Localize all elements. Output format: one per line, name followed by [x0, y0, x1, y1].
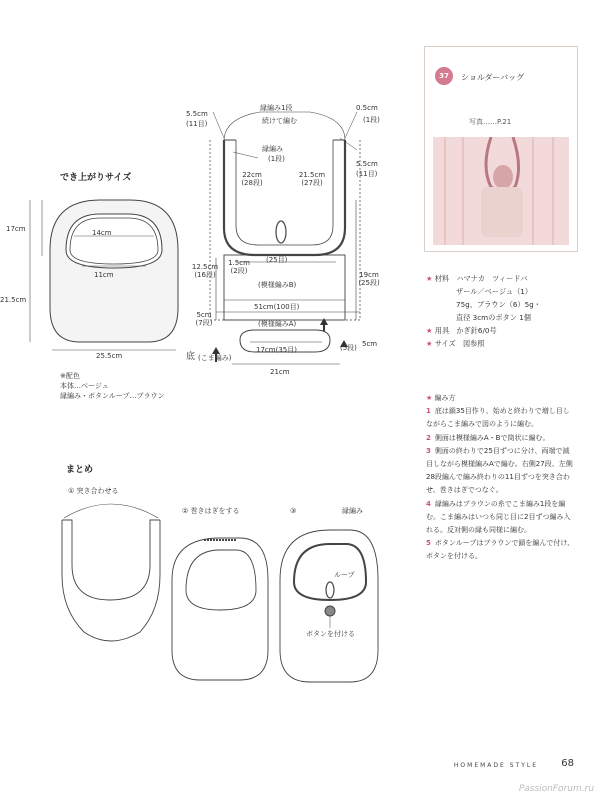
bag-photo [433, 137, 569, 245]
color-note-trim: 縁編み・ボタンループ…ブラウン [60, 392, 165, 400]
chart-right-mid: 5.5cm [356, 160, 378, 168]
assembly-loop: ループ [334, 571, 355, 579]
instruction-step-text: 側面は模様編みA・Bで筒状に編む。 [434, 433, 550, 442]
dim-opening: 11cm [94, 271, 114, 279]
chart-width-51: 51cm(100目) [254, 303, 300, 311]
instruction-step-number: 1 [426, 407, 431, 416]
instruction-step [426, 405, 576, 431]
chart-continue: 続けて編む [262, 117, 297, 125]
dim-handle-width: 14cm [92, 229, 112, 237]
instruction-step-number: 3 [426, 446, 431, 455]
chart-small-left: 1.5cm (2段) [228, 259, 250, 275]
chart-left-side: 12.5cm (16段) [191, 263, 219, 279]
materials-line-1: ★ 材料 ハマナカ ツィードバ [426, 274, 528, 283]
chart-edge-rows: (1段) [268, 155, 285, 163]
chart-right-top: 0.5cm [356, 104, 378, 112]
instructions-list [426, 405, 576, 563]
assembly-step3: ③ [290, 507, 297, 515]
chart-right-bottom-rows: (5段) [340, 344, 357, 352]
project-number-badge: 37 [435, 67, 453, 85]
instructions [426, 392, 576, 564]
chart-left-top: 5.5cm [186, 110, 208, 118]
size-line: ★ サイズ 図参照 [426, 339, 485, 348]
chart-right-bottom: 5cm [362, 340, 378, 348]
chart-right-side: 19cm (25段) [358, 271, 380, 287]
chart-pattern-a: (模様編みA) [258, 320, 297, 328]
instruction-step-number: 4 [426, 499, 431, 508]
assembly-button: ボタンを付ける [306, 630, 355, 638]
chart-right-top-rows: (1段) [363, 116, 380, 124]
finished-bag-shape [50, 200, 178, 342]
instruction-step-text: 底は鎖35目作り、始めと終わりで増し目しながらこま編みで図のように編む。 [426, 407, 570, 429]
chart-edge-1row: 縁編み1段 [260, 104, 293, 112]
color-note-head: ※配色 [60, 372, 80, 380]
assembly-step1: ① 突き合わせる [68, 487, 119, 495]
chart-bottom-25: (25目) [266, 256, 288, 264]
chart-edge-label: 縁編み [262, 145, 283, 153]
chart-base-width: 17cm(35目) [256, 346, 297, 354]
instruction-step-text: 側面の終わりで25目ずつに分け、両端で減目しながら模様編みAで編む。右側27段、左側28段編んで編み終わりの11目ずつを突き合わせ、巻きはぎでつなぐ。 [426, 446, 573, 495]
chart-base-total: 21cm [270, 368, 290, 376]
instruction-step [426, 537, 576, 563]
page-number: 68 [561, 758, 574, 769]
finished-size-title: でき上がりサイズ [60, 173, 132, 183]
chart-pattern-b: (模様編みB) [258, 281, 297, 289]
assembly-step2: ② 巻きはぎをする [182, 507, 240, 515]
chart-base-sub: (こま編み) [198, 354, 232, 362]
photo-reference: 写真……P.21 [469, 118, 512, 126]
chart-left-inner: 22cm (28段) [241, 171, 263, 187]
materials-line-3: 75g、ブラウン（6）5g・ [456, 300, 541, 309]
assembly-edge: 縁編み [342, 507, 363, 515]
assembly-drawing-3 [280, 530, 378, 682]
project-title: ショルダーバッグ [461, 73, 525, 82]
chart-right-inner: 21.5cm (27段) [298, 171, 326, 187]
chart-base-label: 底 [186, 352, 196, 362]
dim-height-inner: 17cm [6, 225, 26, 233]
instruction-step [426, 445, 576, 498]
dim-width: 25.5cm [96, 352, 123, 360]
chart-left-top-rows: (11目) [186, 120, 208, 128]
materials-line-4: 直径 3cmのボタン 1個 [456, 313, 531, 322]
chart-right-mid-rows: (11目) [356, 170, 378, 178]
assembly-title: まとめ [66, 465, 94, 475]
assembly-drawing-1 [62, 504, 160, 641]
tools-line: ★ 用具 かぎ針6/0号 [426, 326, 497, 335]
watermark: PassionForum.ru [518, 784, 594, 794]
instruction-step [426, 432, 576, 445]
instruction-step-number: 5 [426, 539, 431, 548]
color-note-body: 本体…ベージュ [60, 382, 109, 390]
instruction-step-text: 縁編みはブラウンの糸でこま編み1段を編む。こま編みはいつも同じ目に2目ずつ編み入れる。反対側の縁も同様に編む。 [426, 499, 571, 535]
chart-left-bottom: 5cm (7段) [195, 311, 213, 327]
instructions-title: ★ 編み方 [426, 394, 456, 402]
dim-height-total: 21.5cm [0, 296, 27, 304]
footer-brand: HOMEMADE STYLE [453, 762, 538, 769]
materials-line-2: ザール／ベージュ（1） [456, 287, 533, 296]
instruction-step-text: ボタンループはブラウンで鎖を編んで付け、ボタンを付ける。 [426, 539, 575, 561]
instruction-step [426, 498, 576, 538]
instruction-step-number: 2 [426, 433, 431, 442]
assembly-drawing-2 [172, 538, 268, 680]
project-card [424, 46, 578, 252]
